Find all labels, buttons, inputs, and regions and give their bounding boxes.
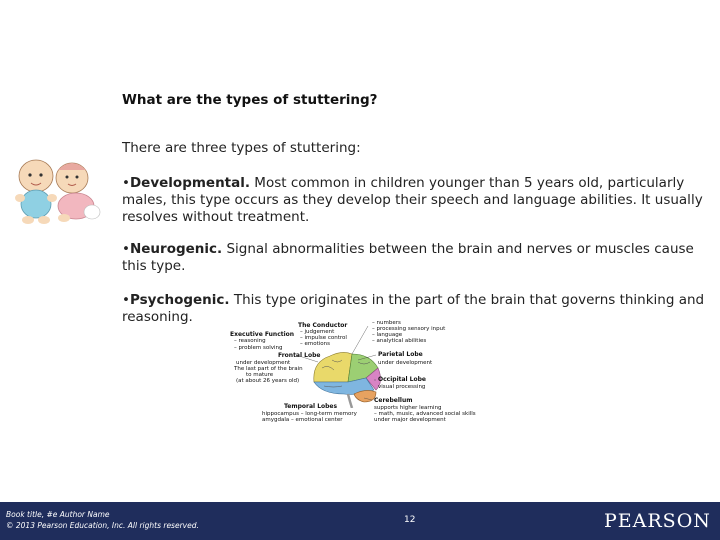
parietal-function-line: – language [372,332,403,338]
conductor-line: – judgement [300,329,335,335]
pearson-logo: PEARSON [604,510,711,532]
executive-line: – reasoning [234,338,266,344]
bullet: • [122,292,130,308]
bullet: • [122,175,130,191]
occipital-line: visual processing [378,384,426,390]
brain-diagram [228,318,476,430]
parietal-function-line: – analytical abilities [372,338,427,344]
cerebellum-line: – math, music, advanced social skills [374,411,476,417]
book-title: Book title, #e Author Name [6,510,110,519]
list-item-neurogenic [122,241,712,275]
temporal-line: hippocampus – long-term memory [262,411,357,417]
babies-illustration [6,152,102,230]
bullet: • [122,241,130,257]
slide-title: What are the types of stuttering? [122,92,378,108]
cerebellum-line: supports higher learning [374,405,442,411]
item-text: Signal abnormalities between the brain and nerves or muscles cause this type. [122,241,694,274]
frontal-heading: Frontal Lobe [278,352,321,359]
parietal-function-line: – processing sensory input [372,326,446,332]
footer-bar [0,502,720,540]
conductor-line: – impulse control [300,335,347,341]
frontal-line: (at about 26 years old) [236,378,300,384]
copyright: © 2013 Pearson Education, Inc. All rights reserved. [6,521,199,530]
frontal-line: to mature [246,372,274,378]
list-item-developmental [122,175,712,226]
item-term: Neurogenic. [129,241,223,257]
diagram-connectors [228,318,464,430]
item-term: Developmental. [129,175,251,191]
temporal-line: amygdala – emotional center [262,417,343,423]
cerebellum-line: under major development [374,417,446,423]
conductor-line: – emotions [300,341,331,347]
executive-line: – problem solving [234,345,283,351]
item-term: Psychogenic. [129,292,230,308]
temporal-heading: Temporal Lobes [284,403,338,410]
page-number: 12 [404,515,416,525]
frontal-line: The last part of the brain [234,366,303,372]
conductor-heading: The Conductor [298,322,348,329]
parietal-heading: Parietal Lobe [378,351,423,358]
executive-heading: Executive Function [230,331,295,338]
parietal-line: under development [378,360,433,366]
item-text: This type originates in the part of the brain that governs thinking and reasoning. [122,292,705,325]
cerebellum-heading: Cerebellum [374,397,413,404]
frontal-line: under development [236,360,291,366]
parietal-function-line: – numbers [372,320,401,326]
footer-credits [6,509,199,531]
item-text: Most common in children younger than 5 years old, particularly males, this type occurs as they develop their speech and language abilities. It usually resolves without treatment. [122,175,703,225]
intro-text: There are three types of stuttering: [122,140,361,156]
occipital-heading: Occipital Lobe [378,376,426,383]
